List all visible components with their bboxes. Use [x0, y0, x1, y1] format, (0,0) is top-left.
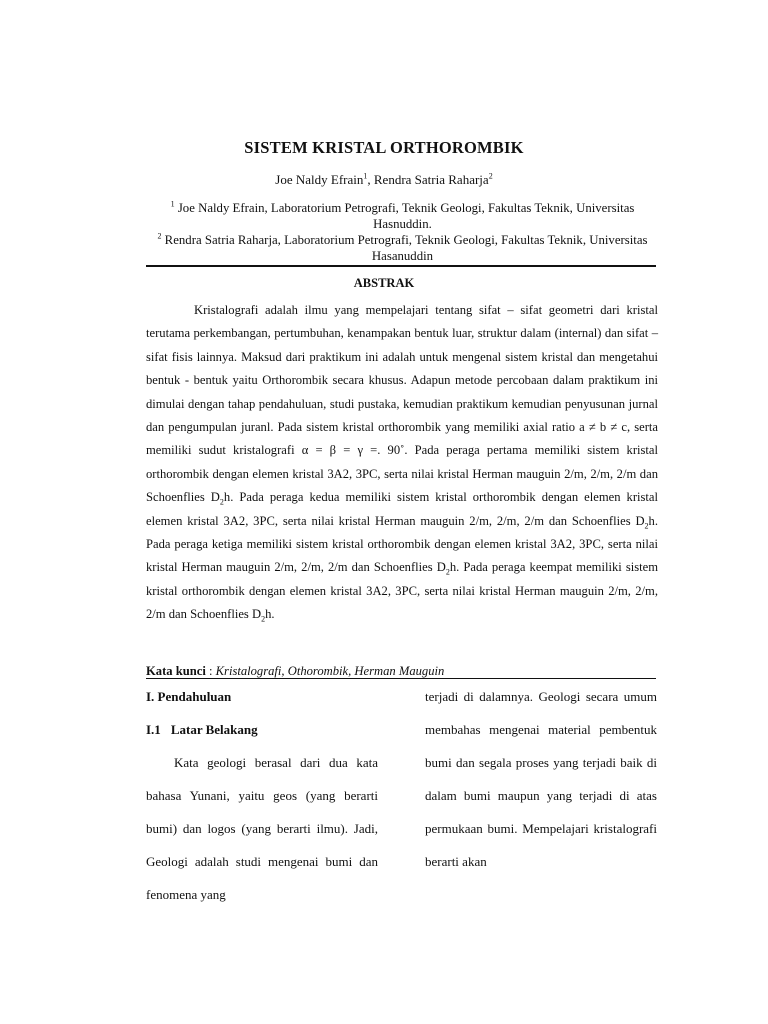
author-2-name: Rendra Satria Raharja [373, 172, 489, 187]
subsection-number: I.1 [146, 722, 161, 737]
affiliation-2-text: Rendra Satria Raharja, Laboratorium Petrografi, Teknik Geologi, Fakultas Teknik, Universitas Hasanuddin [161, 233, 648, 263]
affiliation-2 [150, 232, 655, 264]
body-column-left [146, 680, 378, 911]
abstract-text-2: h. Pada peraga kedua memiliki sistem kristal orthorombik dengan elemen kristal elemen kristal 3A2, 3PC, serta nilai kristal Herman mauguin 2/m, 2/m, 2/m dan Schoenflies D [146, 490, 659, 528]
subsection-heading [146, 713, 378, 746]
affiliation-2-sup: 2 [157, 231, 162, 241]
body-column-right [425, 680, 657, 878]
header-divider [146, 265, 656, 267]
author-separator: , [367, 172, 374, 187]
abstract-sub-2: 2 [644, 521, 649, 531]
abstract-text-4: h. Pada peraga keempat memiliki sistem kristal orthorombik dengan elemen kristal 3A2, 3PC, serta nilai kristal Herman mauguin 2/m, 2/m, 2/m dan Schoenflies D [146, 560, 659, 622]
affiliation-1 [150, 200, 655, 232]
abstract-heading: ABSTRAK [353, 276, 415, 290]
keywords-label: Kata kunci [146, 664, 206, 678]
affiliation-1-text: Joe Naldy Efrain, Laboratorium Petrografi, Teknik Geologi, Fakultas Teknik, Universitas Hasnuddin. [174, 201, 635, 231]
author-1-name: Joe Naldy Efrain [275, 172, 364, 187]
keywords-list: Kristalografi, Othorombik, Herman Mauguin [215, 664, 445, 678]
keywords-separator: : [205, 664, 216, 678]
abstract-text-1: Kristalografi adalah ilmu yang mempelajari tentang sifat – sifat geometri dari kristal terutama perkembangan, pertumbuhan, kenampakan bentuk luar, struktur dalam (internal) dan sifat – sifat fisis lainnya. Maksud dari praktikum ini adalah untuk mengenal sistem kristal dan mengetahui bentuk - bentuk yaitu Orthorombik secara khusus. Adapun metode percobaan dalam praktikum ini dimulai dengan tahap pendahuluan, studi pustaka, kemudian praktikum kemudian penyusunan jurnal dan pengumpulan juranl. Pada sistem kristal orthorombik yang memiliki axial ratio a ≠ b ≠ c, serta memiliki sudut kristalografi α = β = γ =. 90˚. Pada peraga pertama memiliki sistem kristal orthorombik dengan elemen kristal 3A2, 3PC, serta nilai kristal Herman mauguin 2/m, 2/m, 2/m dan Schoenflies D [146, 303, 658, 505]
body-paragraph-left: Kata geologi berasal dari dua kata bahasa Yunani, yaitu geos (yang berarti bumi) dan logos (yang berarti ilmu). Jadi, Geologi adalah studi mengenai bumi dan fenomena yang [146, 755, 378, 902]
abstract-text-5: h. [265, 607, 275, 622]
abstract-paragraph [146, 299, 658, 627]
abstract-text-3: h. Pada peraga ketiga memiliki sistem kristal orthorombik dengan elemen kristal 3A2, 3PC, serta nilai kristal Herman mauguin 2/m, 2/m, 2/m dan Schoenflies D [146, 513, 658, 575]
author-2-sup: 2 [488, 171, 493, 181]
abstract-body [146, 299, 658, 627]
section-heading: I. Pendahuluan [146, 689, 232, 704]
paper-title: SISTEM KRISTAL ORTHOROMBIK [244, 138, 524, 157]
abstract-sub-3: 2 [445, 567, 450, 577]
keywords-line [146, 663, 658, 679]
keywords-divider [146, 678, 656, 679]
affiliation-1-sup: 1 [170, 199, 175, 209]
subsection-title: Latar Belakang [170, 722, 258, 737]
abstract-sub-4: 2 [261, 614, 266, 624]
author-line [0, 172, 768, 188]
body-paragraph-right: terjadi di dalamnya. Geologi secara umum membahas mengenai material pembentuk bumi dan segala proses yang terjadi baik di dalam bumi maupun yang terjadi di atas permukaan bumi. Mempelajari kristalografi berarti akan [425, 689, 657, 869]
author-1-sup: 1 [363, 171, 368, 181]
abstract-sub-1: 2 [219, 497, 224, 507]
